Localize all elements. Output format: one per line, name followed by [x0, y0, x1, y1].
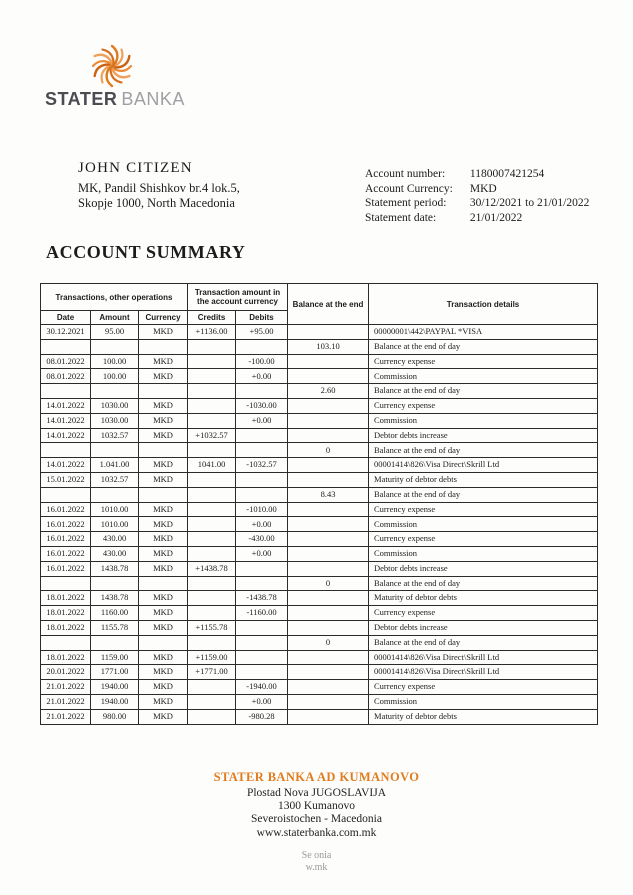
bank-logo-swirl-icon [88, 42, 136, 90]
cell-date: 16.01.2022 [41, 517, 91, 532]
cell-amount: 1030.00 [91, 413, 139, 428]
cell-credits [188, 606, 236, 621]
cell-amount [91, 576, 139, 591]
cell-debits: +0.00 [236, 369, 288, 384]
cell-currency [139, 635, 188, 650]
cell-currency: MKD [139, 369, 188, 384]
footer-faded-line1: Se onia [301, 849, 332, 861]
cell-debits [236, 576, 288, 591]
cell-currency: MKD [139, 458, 188, 473]
cell-currency: MKD [139, 606, 188, 621]
cell-currency [139, 384, 188, 399]
table-row [41, 635, 598, 650]
table-row [41, 502, 598, 517]
account-info-block [365, 167, 589, 225]
cell-details: Currency expense [369, 680, 598, 695]
cell-details: Currency expense [369, 502, 598, 517]
cell-amount: 100.00 [91, 369, 139, 384]
table-row [41, 413, 598, 428]
cell-amount: 1159.00 [91, 650, 139, 665]
cell-amount [91, 384, 139, 399]
account-number-value: 1180007421254 [469, 168, 545, 180]
cell-debits [236, 339, 288, 354]
table-row [41, 650, 598, 665]
cell-details: Commission [369, 517, 598, 532]
cell-details: Commission [369, 546, 598, 561]
cell-debits [236, 443, 288, 458]
table-row [41, 369, 598, 384]
cell-debits [236, 384, 288, 399]
cell-amount: 1.041.00 [91, 458, 139, 473]
cell-amount: 1155.78 [91, 620, 139, 635]
group-header-transactions: Transactions, other operations [41, 284, 188, 311]
account-currency-label: Account Currency: [365, 182, 453, 195]
cell-details: Balance at the end of day [369, 443, 598, 458]
cell-debits [236, 650, 288, 665]
statement-period-label: Statement period: [365, 197, 447, 209]
cell-credits [188, 635, 236, 650]
cell-currency: MKD [139, 680, 188, 695]
cell-debits: -100.00 [236, 354, 288, 369]
column-header-balance: Balance at the end [288, 284, 369, 325]
footer-address-line2: 1300 Kumanovo [278, 800, 355, 813]
cell-currency [139, 576, 188, 591]
cell-debits: -1438.78 [236, 591, 288, 606]
cell-details: Maturity of debtor debts [369, 472, 598, 487]
cell-details: Balance at the end of day [369, 384, 598, 399]
cell-credits [188, 443, 236, 458]
cell-amount: 430.00 [91, 532, 139, 547]
table-row [41, 384, 598, 399]
cell-details: Maturity of debtor debts [369, 591, 598, 606]
cell-details: 00000001\442\PAYPAL *VISA [369, 325, 598, 340]
cell-date: 14.01.2022 [41, 398, 91, 413]
table-row [41, 620, 598, 635]
cell-amount: 1940.00 [91, 680, 139, 695]
cell-debits [236, 487, 288, 502]
cell-credits [188, 694, 236, 709]
cell-balance [288, 561, 369, 576]
cell-credits [188, 532, 236, 547]
account-number-label: Account number: [365, 168, 446, 180]
cell-balance [288, 532, 369, 547]
cell-currency: MKD [139, 665, 188, 680]
cell-amount: 430.00 [91, 546, 139, 561]
table-row [41, 458, 598, 473]
footer-faded-text [0, 850, 633, 874]
cell-credits [188, 339, 236, 354]
statement-period-value: 30/12/2021 to 21/01/2022 [469, 197, 590, 209]
cell-balance [288, 517, 369, 532]
cell-credits [188, 472, 236, 487]
bank-wordmark-primary: STATER [45, 89, 118, 109]
cell-debits [236, 635, 288, 650]
cell-details: 00001414\826\Visa Direct\Skrill Ltd [369, 650, 598, 665]
cell-balance [288, 546, 369, 561]
table-row [41, 680, 598, 695]
cell-date: 30.12.2021 [41, 325, 91, 340]
cell-credits [188, 591, 236, 606]
cell-credits: +1032.57 [188, 428, 236, 443]
account-summary-table [40, 283, 598, 725]
customer-name: JOHN CITIZEN [78, 160, 193, 176]
cell-balance [288, 665, 369, 680]
cell-date: 14.01.2022 [41, 428, 91, 443]
column-header-details: Transaction details [369, 284, 598, 325]
cell-currency [139, 487, 188, 502]
footer-bank-name: STATER BANKA AD KUMANOVO [213, 770, 420, 784]
table-row [41, 665, 598, 680]
cell-details: Commission [369, 369, 598, 384]
cell-debits: +0.00 [236, 517, 288, 532]
bank-logo [45, 42, 245, 108]
footer-website: www.staterbanka.com.mk [256, 826, 377, 839]
cell-date: 16.01.2022 [41, 546, 91, 561]
account-currency-value: MKD [469, 182, 497, 195]
cell-debits: -980.28 [236, 709, 288, 724]
cell-date: 16.01.2022 [41, 532, 91, 547]
cell-amount: 1032.57 [91, 428, 139, 443]
cell-date: 14.01.2022 [41, 413, 91, 428]
cell-amount: 1438.78 [91, 591, 139, 606]
statement-date-value: 21/01/2022 [469, 211, 523, 224]
cell-debits [236, 472, 288, 487]
cell-balance [288, 650, 369, 665]
cell-details: Balance at the end of day [369, 487, 598, 502]
cell-details: Commission [369, 413, 598, 428]
cell-date: 18.01.2022 [41, 606, 91, 621]
cell-amount: 1438.78 [91, 561, 139, 576]
cell-credits [188, 517, 236, 532]
cell-details: Currency expense [369, 606, 598, 621]
cell-credits [188, 354, 236, 369]
group-header-amount-account-currency: Transaction amount in the account currency [188, 284, 288, 311]
cell-debits: -430.00 [236, 532, 288, 547]
cell-currency [139, 443, 188, 458]
cell-credits [188, 384, 236, 399]
cell-amount [91, 443, 139, 458]
cell-date [41, 443, 91, 458]
table-row [41, 709, 598, 724]
table-header [41, 284, 598, 325]
cell-amount: 980.00 [91, 709, 139, 724]
cell-amount: 1010.00 [91, 502, 139, 517]
cell-currency: MKD [139, 517, 188, 532]
cell-details: Debtor debts increase [369, 561, 598, 576]
cell-date: 20.01.2022 [41, 665, 91, 680]
cell-details: Maturity of debtor debts [369, 709, 598, 724]
cell-debits: -1010.00 [236, 502, 288, 517]
cell-currency [139, 339, 188, 354]
cell-debits: -1940.00 [236, 680, 288, 695]
table-row [41, 591, 598, 606]
cell-balance: 2.60 [288, 384, 369, 399]
cell-balance: 0 [288, 635, 369, 650]
table-row [41, 428, 598, 443]
cell-currency: MKD [139, 620, 188, 635]
cell-credits: +1155.78 [188, 620, 236, 635]
cell-balance [288, 472, 369, 487]
cell-currency: MKD [139, 502, 188, 517]
cell-date: 15.01.2022 [41, 472, 91, 487]
transactions-body [41, 325, 598, 725]
cell-amount: 95.00 [91, 325, 139, 340]
cell-credits [188, 709, 236, 724]
statement-date-row [365, 211, 589, 226]
cell-details: Balance at the end of day [369, 339, 598, 354]
table-group-header-row [41, 284, 598, 311]
cell-credits [188, 398, 236, 413]
cell-debits: +0.00 [236, 694, 288, 709]
cell-currency: MKD [139, 413, 188, 428]
table-row [41, 443, 598, 458]
cell-balance [288, 680, 369, 695]
account-currency-row [365, 182, 589, 197]
table-row [41, 532, 598, 547]
cell-credits [188, 413, 236, 428]
table-row [41, 487, 598, 502]
column-header-amount: Amount [91, 311, 139, 325]
cell-debits: +95.00 [236, 325, 288, 340]
footer-faded-line2: w.mk [305, 861, 328, 873]
cell-date [41, 576, 91, 591]
customer-address-line2: Skopje 1000, North Macedonia [78, 196, 235, 210]
cell-date: 16.01.2022 [41, 561, 91, 576]
cell-details: Debtor debts increase [369, 620, 598, 635]
statement-period-row [365, 196, 589, 211]
cell-credits: 1041.00 [188, 458, 236, 473]
cell-amount: 1010.00 [91, 517, 139, 532]
cell-balance [288, 428, 369, 443]
table-row [41, 576, 598, 591]
cell-balance [288, 413, 369, 428]
cell-currency: MKD [139, 532, 188, 547]
cell-amount: 1030.00 [91, 398, 139, 413]
table-row [41, 546, 598, 561]
cell-balance: 103.10 [288, 339, 369, 354]
cell-details: 00001414\826\Visa Direct\Skrill Ltd [369, 665, 598, 680]
customer-address-line1: MK, Pandil Shishkov br.4 lok.5, [78, 181, 240, 195]
cell-date: 08.01.2022 [41, 354, 91, 369]
cell-date: 08.01.2022 [41, 369, 91, 384]
footer [0, 770, 633, 874]
cell-balance [288, 591, 369, 606]
cell-credits [188, 546, 236, 561]
cell-amount: 1032.57 [91, 472, 139, 487]
cell-credits [188, 576, 236, 591]
cell-amount [91, 339, 139, 354]
cell-date: 16.01.2022 [41, 502, 91, 517]
column-header-date: Date [41, 311, 91, 325]
cell-debits [236, 561, 288, 576]
cell-credits: +1136.00 [188, 325, 236, 340]
cell-credits [188, 680, 236, 695]
cell-balance [288, 458, 369, 473]
column-header-credits: Credits [188, 311, 236, 325]
cell-date: 14.01.2022 [41, 458, 91, 473]
cell-details: Balance at the end of day [369, 576, 598, 591]
cell-details: Currency expense [369, 354, 598, 369]
customer-block [78, 160, 240, 211]
cell-debits [236, 428, 288, 443]
cell-amount [91, 635, 139, 650]
bank-wordmark [45, 89, 185, 110]
column-header-currency: Currency [139, 311, 188, 325]
table-row [41, 517, 598, 532]
cell-date: 21.01.2022 [41, 680, 91, 695]
column-header-debits: Debits [236, 311, 288, 325]
cell-amount [91, 487, 139, 502]
cell-balance [288, 325, 369, 340]
cell-credits [188, 487, 236, 502]
table-row [41, 325, 598, 340]
cell-currency: MKD [139, 694, 188, 709]
cell-credits [188, 502, 236, 517]
cell-balance [288, 398, 369, 413]
table-row [41, 354, 598, 369]
cell-balance [288, 606, 369, 621]
cell-debits [236, 665, 288, 680]
cell-credits: +1438.78 [188, 561, 236, 576]
cell-balance: 0 [288, 576, 369, 591]
cell-currency: MKD [139, 325, 188, 340]
cell-amount: 100.00 [91, 354, 139, 369]
footer-address-line1: Plostad Nova JUGOSLAVIJA [246, 787, 387, 799]
cell-balance [288, 354, 369, 369]
cell-date: 18.01.2022 [41, 591, 91, 606]
cell-details: 00001414\826\Visa Direct\Skrill Ltd [369, 458, 598, 473]
cell-date [41, 635, 91, 650]
statement-date-label: Statement date: [365, 211, 437, 224]
cell-balance [288, 694, 369, 709]
cell-debits: +0.00 [236, 413, 288, 428]
cell-date: 18.01.2022 [41, 620, 91, 635]
cell-currency: MKD [139, 398, 188, 413]
cell-debits: -1030.00 [236, 398, 288, 413]
footer-address-line3: Severoistochen - Macedonia [251, 813, 382, 826]
cell-credits: +1159.00 [188, 650, 236, 665]
table-row [41, 339, 598, 354]
cell-details: Commission [369, 694, 598, 709]
cell-currency: MKD [139, 709, 188, 724]
table-row [41, 398, 598, 413]
cell-debits: -1160.00 [236, 606, 288, 621]
cell-date [41, 487, 91, 502]
table-row [41, 606, 598, 621]
cell-balance [288, 502, 369, 517]
cell-date: 21.01.2022 [41, 694, 91, 709]
cell-currency: MKD [139, 428, 188, 443]
bank-wordmark-secondary: BANKA [121, 89, 185, 109]
table-row [41, 472, 598, 487]
cell-date: 18.01.2022 [41, 650, 91, 665]
cell-amount: 1160.00 [91, 606, 139, 621]
cell-currency: MKD [139, 354, 188, 369]
cell-date: 21.01.2022 [41, 709, 91, 724]
cell-currency: MKD [139, 472, 188, 487]
cell-balance [288, 709, 369, 724]
cell-amount: 1771.00 [91, 665, 139, 680]
table-row [41, 694, 598, 709]
cell-debits: +0.00 [236, 546, 288, 561]
cell-details: Debtor debts increase [369, 428, 598, 443]
cell-details: Currency expense [369, 532, 598, 547]
cell-date [41, 384, 91, 399]
cell-balance: 0 [288, 443, 369, 458]
cell-details: Balance at the end of day [369, 635, 598, 650]
cell-currency: MKD [139, 546, 188, 561]
cell-balance: 8.43 [288, 487, 369, 502]
cell-debits [236, 620, 288, 635]
cell-date [41, 339, 91, 354]
table-row [41, 561, 598, 576]
cell-details: Currency expense [369, 398, 598, 413]
cell-credits: +1771.00 [188, 665, 236, 680]
cell-credits [188, 369, 236, 384]
cell-amount: 1940.00 [91, 694, 139, 709]
cell-currency: MKD [139, 591, 188, 606]
cell-debits: -1032.57 [236, 458, 288, 473]
cell-balance [288, 369, 369, 384]
cell-currency: MKD [139, 650, 188, 665]
account-number-row [365, 167, 589, 182]
cell-balance [288, 620, 369, 635]
cell-currency: MKD [139, 561, 188, 576]
page-title: ACCOUNT SUMMARY [46, 242, 246, 262]
